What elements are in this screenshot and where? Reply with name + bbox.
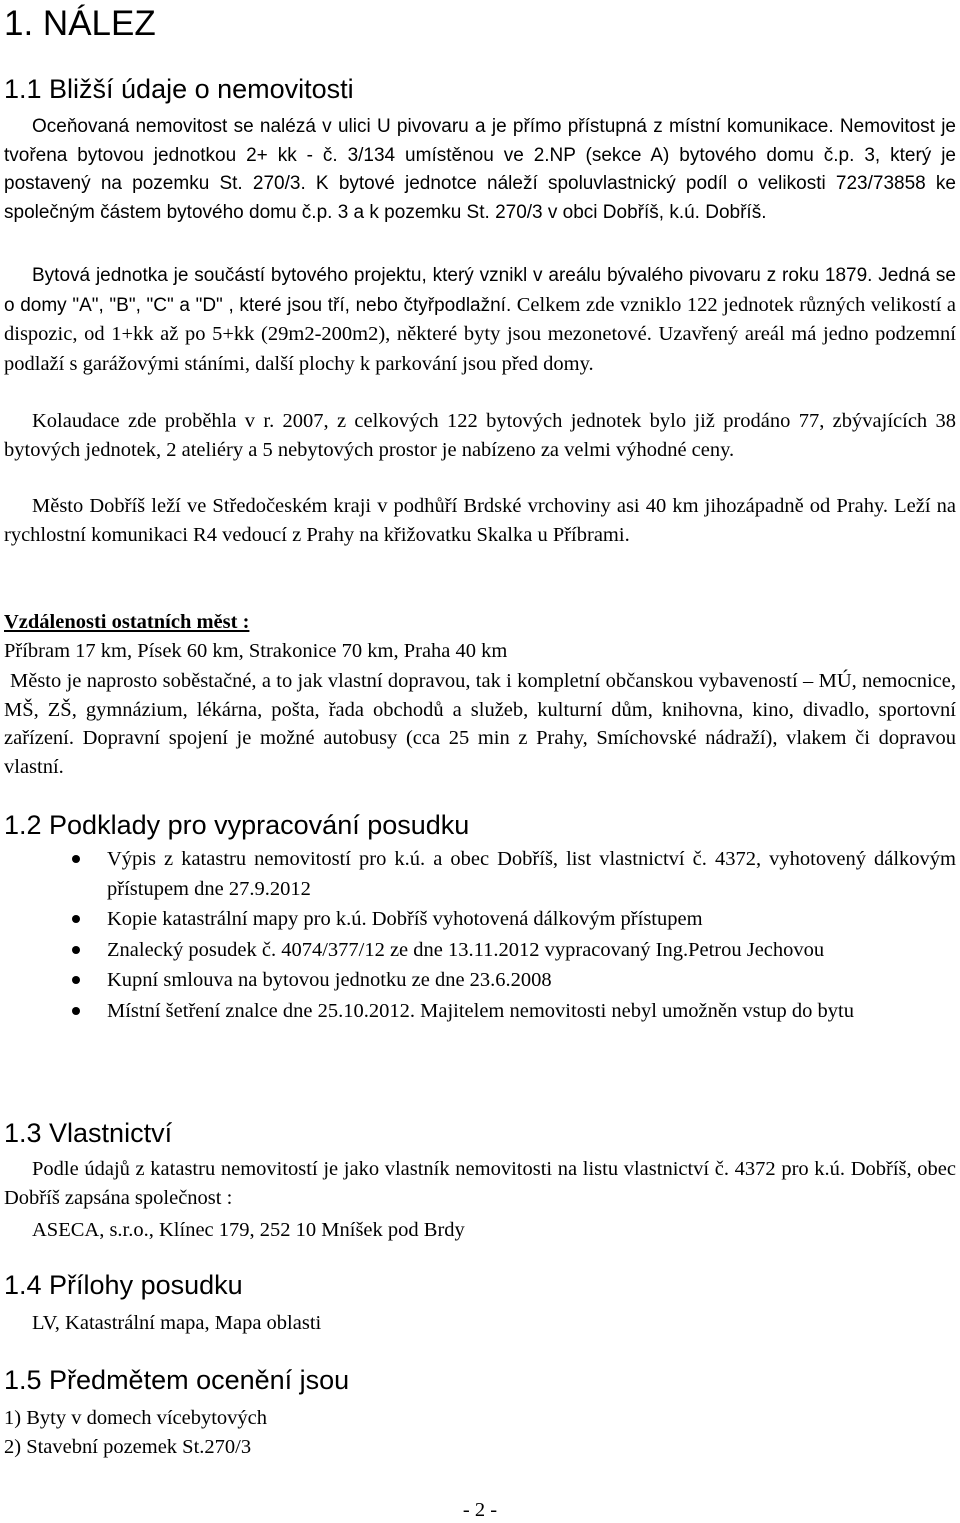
approval-paragraph: Kolaudace zde proběhla v r. 2007, z celkových 122 bytových jednotek bylo již prodáno 77, zbývajících 38 bytových jednotek, 2 ateliéry a 5 nebytových prostor je nabízeno za velmi výhodné ceny.	[4, 410, 956, 461]
section-1-3-title: 1.3 Vlastnictví	[4, 1118, 173, 1148]
amenities-paragraph: Město je naprosto soběstačné, a to jak vlastní dopravou, tak i kompletní občanskou vybaveností – MÚ, nemocnice, MŠ, ZŠ, gymnázium, lékárna, pošta, řada obchodů a služeb, kulturní dům, knihovna, kino, divadlo, sportovní zařízení. Dopravní spojení je možné autobusy (cca 25 min z Prahy, Smíchovské nádraží), vlakem či dopravou vlastní.	[4, 670, 956, 779]
section-1-2-title: 1.2 Podklady pro vypracování posudku	[4, 810, 470, 840]
property-description-paragraph: Oceňovaná nemovitost se nalézá v ulici U pivovaru a je přímo přístupná z místní komunikace. Nemovitost je tvořena bytovou jednotkou 2+ kk - č. 3/134 umístěnou ve 2.NP (sekce A) bytového domu č.p. 3, který je postavený na pozemku St. 270/3. K bytové jednotce náleží spoluvlastnický podíl o velikosti 723/73858 ke společným částem bytového domu č.p. 3 a k pozemku St. 270/3 v obci Dobříš, k.ú. Dobříš.	[4, 116, 956, 224]
section-1-4-title: 1.4 Přílohy posudku	[4, 1270, 243, 1300]
list-item: Kopie katastrální mapy pro k.ú. Dobříš vyhotovená dálkovým přístupem	[0, 905, 956, 935]
list-item: Výpis z katastru nemovitostí pro k.ú. a obec Dobříš, list vlastnictví č. 4372, vyhotovený dálkovým přístupem dne 27.9.2012	[0, 845, 956, 904]
bullet-icon	[72, 915, 80, 923]
bullet-icon	[72, 1007, 80, 1015]
list-item: Znalecký posudek č. 4074/377/12 ze dne 13.11.2012 vypracovaný Ing.Petrou Jechovou	[0, 936, 956, 966]
sources-list	[0, 845, 956, 1027]
valuation-item: 1) Byty v domech vícebytových	[4, 1407, 268, 1429]
valuation-item: 2) Stavební pozemek St.270/3	[4, 1436, 252, 1458]
ownership-paragraph: Podle údajů z katastru nemovitostí je jako vlastník nemovitosti na listu vlastnictví č. 4372 pro k.ú. Dobříš, obec Dobříš zapsána společnost :	[4, 1158, 956, 1209]
attachments-list: LV, Katastrální mapa, Mapa oblasti	[32, 1312, 322, 1334]
page-number: - 2 -	[462, 1499, 498, 1521]
project-description-part-b: Celkem zde vzniklo 122 jednotek různých velikostí a dispozic, od 1+kk až po 5+kk (29m2-200m2), některé byty jsou mezonetové. Uzavřený areál má jedno podzemní podlaží s garážovými stáními, další plochy k parkování jsou před domy.	[4, 293, 956, 376]
bullet-icon	[72, 976, 80, 984]
distances-label: Vzdálenosti ostatních měst :	[4, 611, 250, 633]
location-paragraph: Město Dobříš leží ve Středočeském kraji v podhůří Brdské vrchoviny asi 40 km jihozápadně od Prahy. Leží na rychlostní komunikaci R4 vedoucí z Prahy na křižovatku Skalka u Příbrami.	[4, 495, 956, 546]
bullet-icon	[72, 946, 80, 954]
project-description-paragraph	[4, 262, 956, 380]
main-heading: 1. NÁLEZ	[4, 4, 156, 43]
bullet-icon	[72, 855, 80, 863]
section-1-1-title: 1.1 Bližší údaje o nemovitosti	[4, 74, 354, 104]
project-description-part-a: Bytová jednotka je součástí bytového projektu, který vznikl v areálu bývalého pivovaru z roku 1879. Jedná se o domy "A", "B", "C" a "D" , které jsou tří, nebo čtyřpodlažní.	[4, 265, 956, 316]
owner-address: ASECA, s.r.o., Klínec 179, 252 10 Mníšek pod Brdy	[32, 1219, 465, 1241]
section-1-5-title: 1.5 Předmětem ocenění jsou	[4, 1365, 350, 1395]
list-item: Místní šetření znalce dne 25.10.2012. Majitelem nemovitosti nebyl umožněn vstup do bytu	[0, 997, 956, 1027]
distances-list: Příbram 17 km, Písek 60 km, Strakonice 70 km, Praha 40 km	[4, 640, 508, 662]
list-item: Kupní smlouva na bytovou jednotku ze dne 23.6.2008	[0, 966, 956, 996]
